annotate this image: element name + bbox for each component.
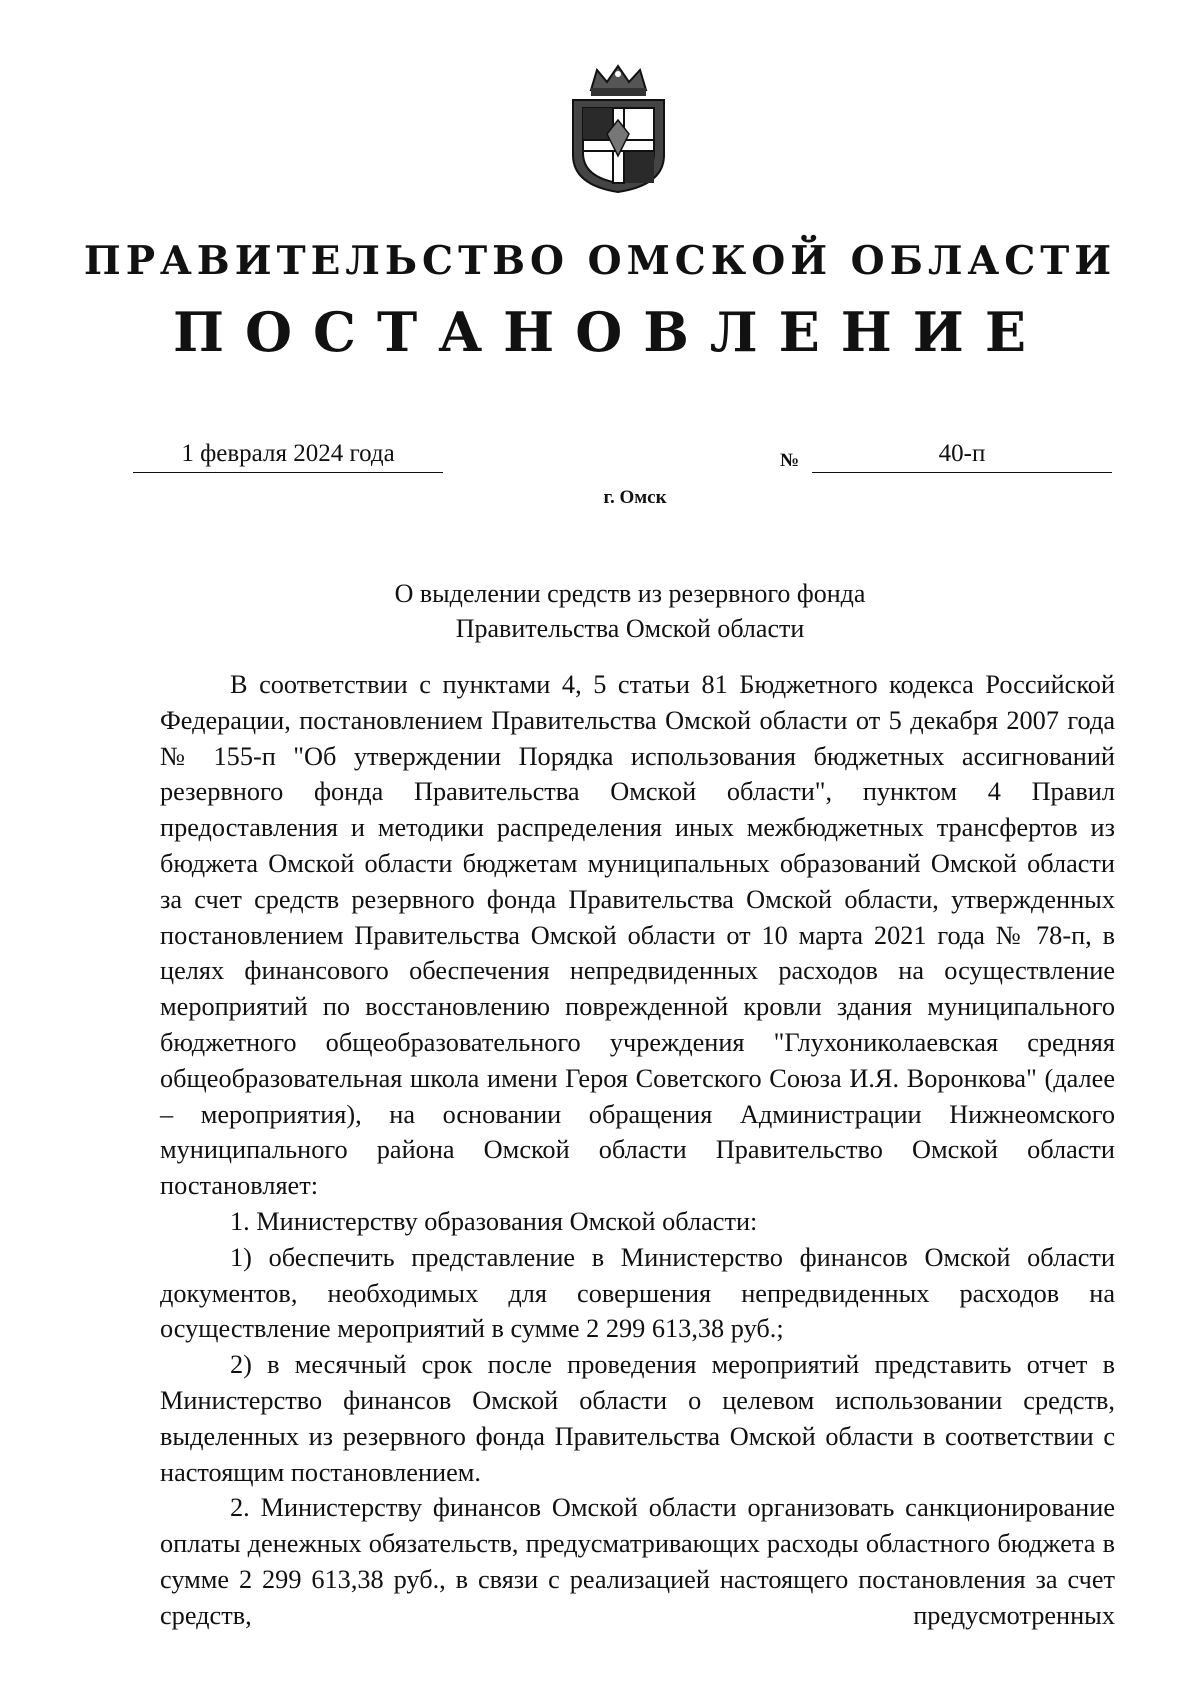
- organization-heading: ПРАВИТЕЛЬСТВО ОМСКОЙ ОБЛАСТИ: [83, 238, 1117, 284]
- body-paragraph-item-1-2: 2) в месячный срок после проведения мероприятий представить отчет в Министерство финансов Омской области о целевом использовании средств, выделенных из резервного фонда Правительства Омской области в соответствии с настоящим постановлением.: [160, 1350, 1115, 1487]
- document-date: 1 февраля 2024 года: [133, 440, 443, 473]
- body-paragraph-item-1: 1. Министерству образования Омской области:: [230, 1206, 758, 1236]
- city-label: г. Омск: [603, 487, 667, 508]
- coat-of-arms-icon: [561, 60, 676, 195]
- body-paragraph-item-2: 2. Министерству финансов Омской области организовать санкционирование оплаты денежных обязательств, предусматривающих расходы областного бюджета в сумме 2 299 613,38 руб., в связи с реализацией настоящего постановления за счет средств, предусмотренных: [160, 1493, 1115, 1630]
- document-body: [160, 667, 1115, 1634]
- title-line-1: О выделении средств из резервного фонда: [394, 579, 866, 608]
- body-paragraph-preamble: В соответствии с пунктами 4, 5 статьи 81 Бюджетного кодекса Российской Федерации, постановлением Правительства Омской области от 5 декабря 2007 года № 155-п "Об утверждении Порядка использования бюджетных ассигнований резервного фонда Правительства Омской области", пунктом 4 Правил предоставления и методики распределения иных межбюджетных трансфертов из бюджета Омской области бюджетам муниципальных образований Омской области за счет средств резервного фонда Правительства Омской области, утвержденных постановлением Правительства Омской области от 10 марта 2021 года № 78-п, в целях финансового обеспечения непредвиденных расходов на осуществление мероприятий по восстановлению поврежденной кровли здания муниципального бюджетного общеобразовательного учреждения "Глухониколаевская средняя общеобразовательная школа имени Героя Советского Союза И.Я. Воронкова" (далее – мероприятия), на основании обращения Администрации Нижнеомского муниципального района Омской области Правительство Омской области постановляет:: [160, 670, 1115, 1201]
- title-line-2: Правительства Омской области: [455, 614, 805, 643]
- document-title: [0, 576, 1200, 646]
- body-paragraph-item-1-1: 1) обеспечить представление в Министерство финансов Омской области документов, необходимых для совершения непредвиденных расходов на осуществление мероприятий в сумме 2 299 613,38 руб.;: [160, 1242, 1115, 1344]
- document-number: 40-п: [812, 440, 1112, 473]
- document-type-heading: ПОСТАНОВЛЕНИЕ: [173, 300, 1047, 364]
- number-sign: №: [780, 450, 800, 471]
